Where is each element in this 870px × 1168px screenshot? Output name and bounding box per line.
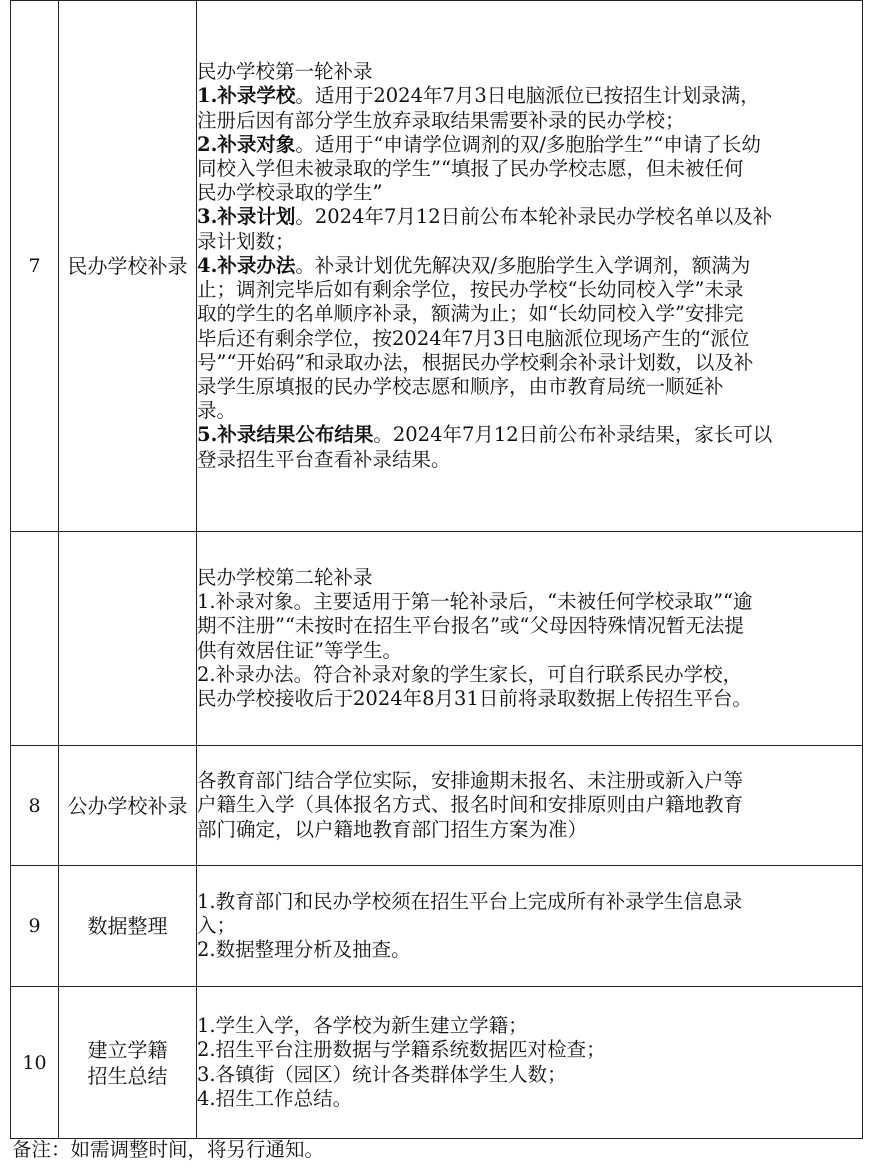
table-row [11,866,863,987]
point-heading: 1.补录学校 [197,84,296,108]
content-line: 1.补录学校。适用于2024年7月3日电脑派位已按招生计划录满， [197,84,760,108]
content-line: 4.招生工作总结。 [197,1086,353,1110]
content-line: 各教育部门结合学位实际，安排逾期未报名、未注册或新入户等 [197,769,744,793]
row-item: 建立学籍 招生总结 [59,987,197,1139]
content-line: 3.各镇街（园区）统计各类群体学生人数； [197,1062,567,1086]
row-content [197,987,863,1139]
content-line: 取的学生的名单顺序补录，额满为止；如“长幼同校入学”安排完 [197,302,744,326]
table-row [11,1,863,532]
content-line: 2.补录办法。符合补录对象的学生家长，可自行联系民办学校， [197,662,743,686]
content-line: 供有效居住证”等学生。 [197,638,402,662]
content-line: 民办学校录取的学生” [197,181,383,205]
content-line: 户籍生入学（具体报名方式、报名时间和安排原则由户籍地教育 [197,793,744,817]
row-number: 7 [11,1,59,532]
content-line: 录。 [197,399,237,423]
content-line: 入； [197,913,237,937]
content-line: 4.补录办法。补录计划优先解决双/多胞胎学生入学调剂，额满为 [197,253,751,277]
row-item [59,532,197,746]
content-line: 5.补录结果公布结果。2024年7月12日前公布补录结果，家长可以 [197,423,773,447]
row-item: 数据整理 [59,866,197,987]
table-row [11,532,863,746]
content-line: 3.补录计划。2024年7月12日前公布本轮补录民办学校名单以及补 [197,205,773,229]
row-number: 8 [11,746,59,866]
table-row [11,987,863,1139]
content-title: 民办学校第一轮补录 [197,60,373,84]
row-item: 公办学校补录 [59,746,197,866]
content-line: 1.补录对象。主要适用于第一轮补录后，“未被任何学校录取”“逾 [197,590,753,614]
content-line: 登录招生平台查看补录结果。 [197,447,451,471]
row-content [197,1,863,532]
content-line: 注册后因有部分学生放弃录取结果需要补录的民办学校； [197,108,685,132]
footnote: 备注：如需调整时间，将另行通知。 [12,1138,325,1161]
content-line: 毕后还有剩余学位，按2024年7月3日电脑派位现场产生的“派位 [197,326,750,350]
content-line: 号”“开始码”和录取办法，根据民办学校剩余补录计划数，以及补 [197,350,754,374]
content-title: 民办学校第二轮补录 [197,565,373,589]
table-row [11,746,863,866]
row-content [197,866,863,987]
row-number: 10 [11,987,59,1139]
content-line: 同校入学但未被录取的学生”“填报了民办学校志愿，但未被任何 [197,157,744,181]
content-line: 录学生原填报的民办学校志愿和顺序，由市教育局统一顺延补 [197,374,724,398]
content-line: 2.数据整理分析及抽查。 [197,938,411,962]
content-line: 期不注册”“未按时在招生平台报名”或“父母因特殊情况暂无法提 [197,614,744,638]
row-number [11,532,59,746]
content-line: 录计划数； [197,229,295,253]
content-line: 止；调剂完毕后如有剩余学位，按民办学校“长幼同校入学”未录 [197,278,744,302]
row-item: 民办学校补录 [59,1,197,532]
content-line: 2.招生平台注册数据与学籍系统数据匹对检查； [197,1038,606,1062]
point-heading: 3.补录计划 [197,205,296,229]
content-line: 民办学校接收后于2024年8月31日前将录取数据上传招生平台。 [197,686,752,710]
point-heading: 4.补录办法 [197,253,296,277]
row-number: 9 [11,866,59,987]
content-line: 部门确定，以户籍地教育部门招生方案为准） [197,817,588,841]
content-line: 2.补录对象。适用于“申请学位调剂的双/多胞胎学生”“申请了长幼 [197,132,761,156]
row-content [197,746,863,866]
row-content [197,532,863,746]
point-heading: 5.补录结果公布结果 [197,423,374,447]
schedule-table [10,0,863,1139]
content-line: 1.教育部门和民办学校须在招生平台上完成所有补录学生信息录 [197,889,743,913]
point-heading: 2.补录对象 [197,132,296,156]
content-line: 1.学生入学，各学校为新生建立学籍； [197,1014,528,1038]
